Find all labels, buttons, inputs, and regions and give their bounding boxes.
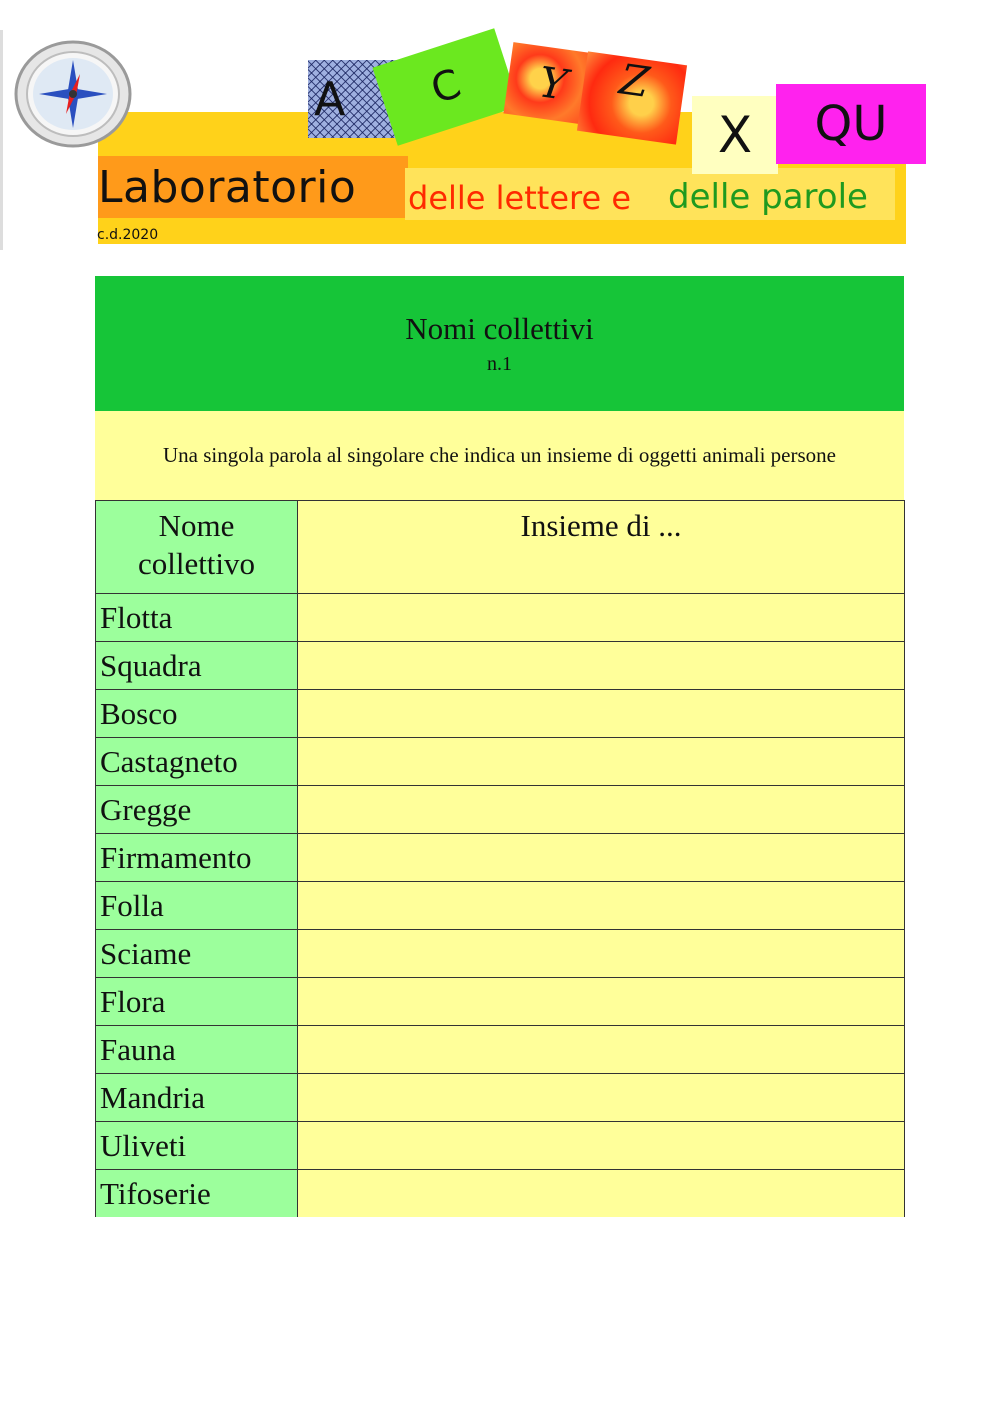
answer-cell[interactable] bbox=[298, 594, 905, 642]
letter-tile-x bbox=[692, 96, 778, 174]
tile-letter: A bbox=[314, 72, 346, 126]
table-row bbox=[96, 1026, 905, 1074]
table-row bbox=[96, 1122, 905, 1170]
answer-cell[interactable] bbox=[298, 1122, 905, 1170]
answer-cell[interactable] bbox=[298, 1074, 905, 1122]
collective-noun-cell: Firmamento bbox=[96, 834, 298, 882]
collective-noun-cell: Bosco bbox=[96, 690, 298, 738]
letter-tile-qu bbox=[776, 84, 926, 164]
letter-tile-z bbox=[577, 51, 687, 144]
tile-letter: QU bbox=[814, 96, 888, 152]
answer-cell[interactable] bbox=[298, 978, 905, 1026]
column-header-name-line2: collettivo bbox=[137, 546, 256, 581]
answer-cell[interactable] bbox=[298, 642, 905, 690]
table-row bbox=[96, 594, 905, 642]
worksheet-header bbox=[95, 276, 904, 411]
collective-noun-cell: Flotta bbox=[96, 594, 298, 642]
worksheet-number: n.1 bbox=[487, 353, 512, 375]
table-row bbox=[96, 642, 905, 690]
worksheet-title: Nomi collettivi bbox=[405, 311, 594, 346]
tile-letter: Z bbox=[616, 54, 653, 107]
answer-cell[interactable] bbox=[298, 930, 905, 978]
table-header-row bbox=[96, 501, 905, 594]
table-row bbox=[96, 1170, 905, 1218]
collective-noun-cell: Mandria bbox=[96, 1074, 298, 1122]
collective-noun-cell: Flora bbox=[96, 978, 298, 1026]
answer-cell[interactable] bbox=[298, 882, 905, 930]
compass-icon bbox=[14, 40, 132, 148]
tile-letter: X bbox=[717, 106, 753, 164]
answer-cell[interactable] bbox=[298, 786, 905, 834]
page-edge bbox=[0, 30, 3, 250]
table-row bbox=[96, 834, 905, 882]
table-row bbox=[96, 738, 905, 786]
collective-noun-cell: Sciame bbox=[96, 930, 298, 978]
table-row bbox=[96, 1074, 905, 1122]
table-row bbox=[96, 786, 905, 834]
collective-noun-cell: Squadra bbox=[96, 642, 298, 690]
tile-letter: C bbox=[425, 60, 467, 114]
column-header-set: Insieme di ... bbox=[298, 501, 905, 594]
banner-title: Laboratorio bbox=[98, 162, 357, 213]
collective-noun-cell: Castagneto bbox=[96, 738, 298, 786]
tile-letter: Y bbox=[535, 57, 571, 110]
table-row bbox=[96, 882, 905, 930]
table-row bbox=[96, 930, 905, 978]
worksheet-description bbox=[95, 411, 904, 500]
collective-nouns-table bbox=[95, 500, 905, 1217]
answer-cell[interactable] bbox=[298, 1026, 905, 1074]
answer-cell[interactable] bbox=[298, 690, 905, 738]
answer-cell[interactable] bbox=[298, 738, 905, 786]
header-banner bbox=[0, 0, 1000, 260]
description-text: Una singola parola al singolare che indica un insieme di oggetti animali persone bbox=[163, 443, 836, 467]
answer-cell[interactable] bbox=[298, 834, 905, 882]
banner-subtitle-words: delle parole bbox=[668, 177, 868, 217]
table-row bbox=[96, 690, 905, 738]
column-header-name bbox=[96, 501, 298, 594]
collective-noun-cell: Fauna bbox=[96, 1026, 298, 1074]
table-row bbox=[96, 978, 905, 1026]
collective-noun-cell: Gregge bbox=[96, 786, 298, 834]
column-header-name-line1: Nome bbox=[158, 508, 235, 543]
banner-credit: c.d.2020 bbox=[97, 227, 159, 243]
collective-noun-cell: Uliveti bbox=[96, 1122, 298, 1170]
banner-subtitle-letters: delle lettere e bbox=[408, 179, 631, 217]
answer-cell[interactable] bbox=[298, 1170, 905, 1218]
collective-noun-cell: Tifoserie bbox=[96, 1170, 298, 1218]
collective-noun-cell: Folla bbox=[96, 882, 298, 930]
